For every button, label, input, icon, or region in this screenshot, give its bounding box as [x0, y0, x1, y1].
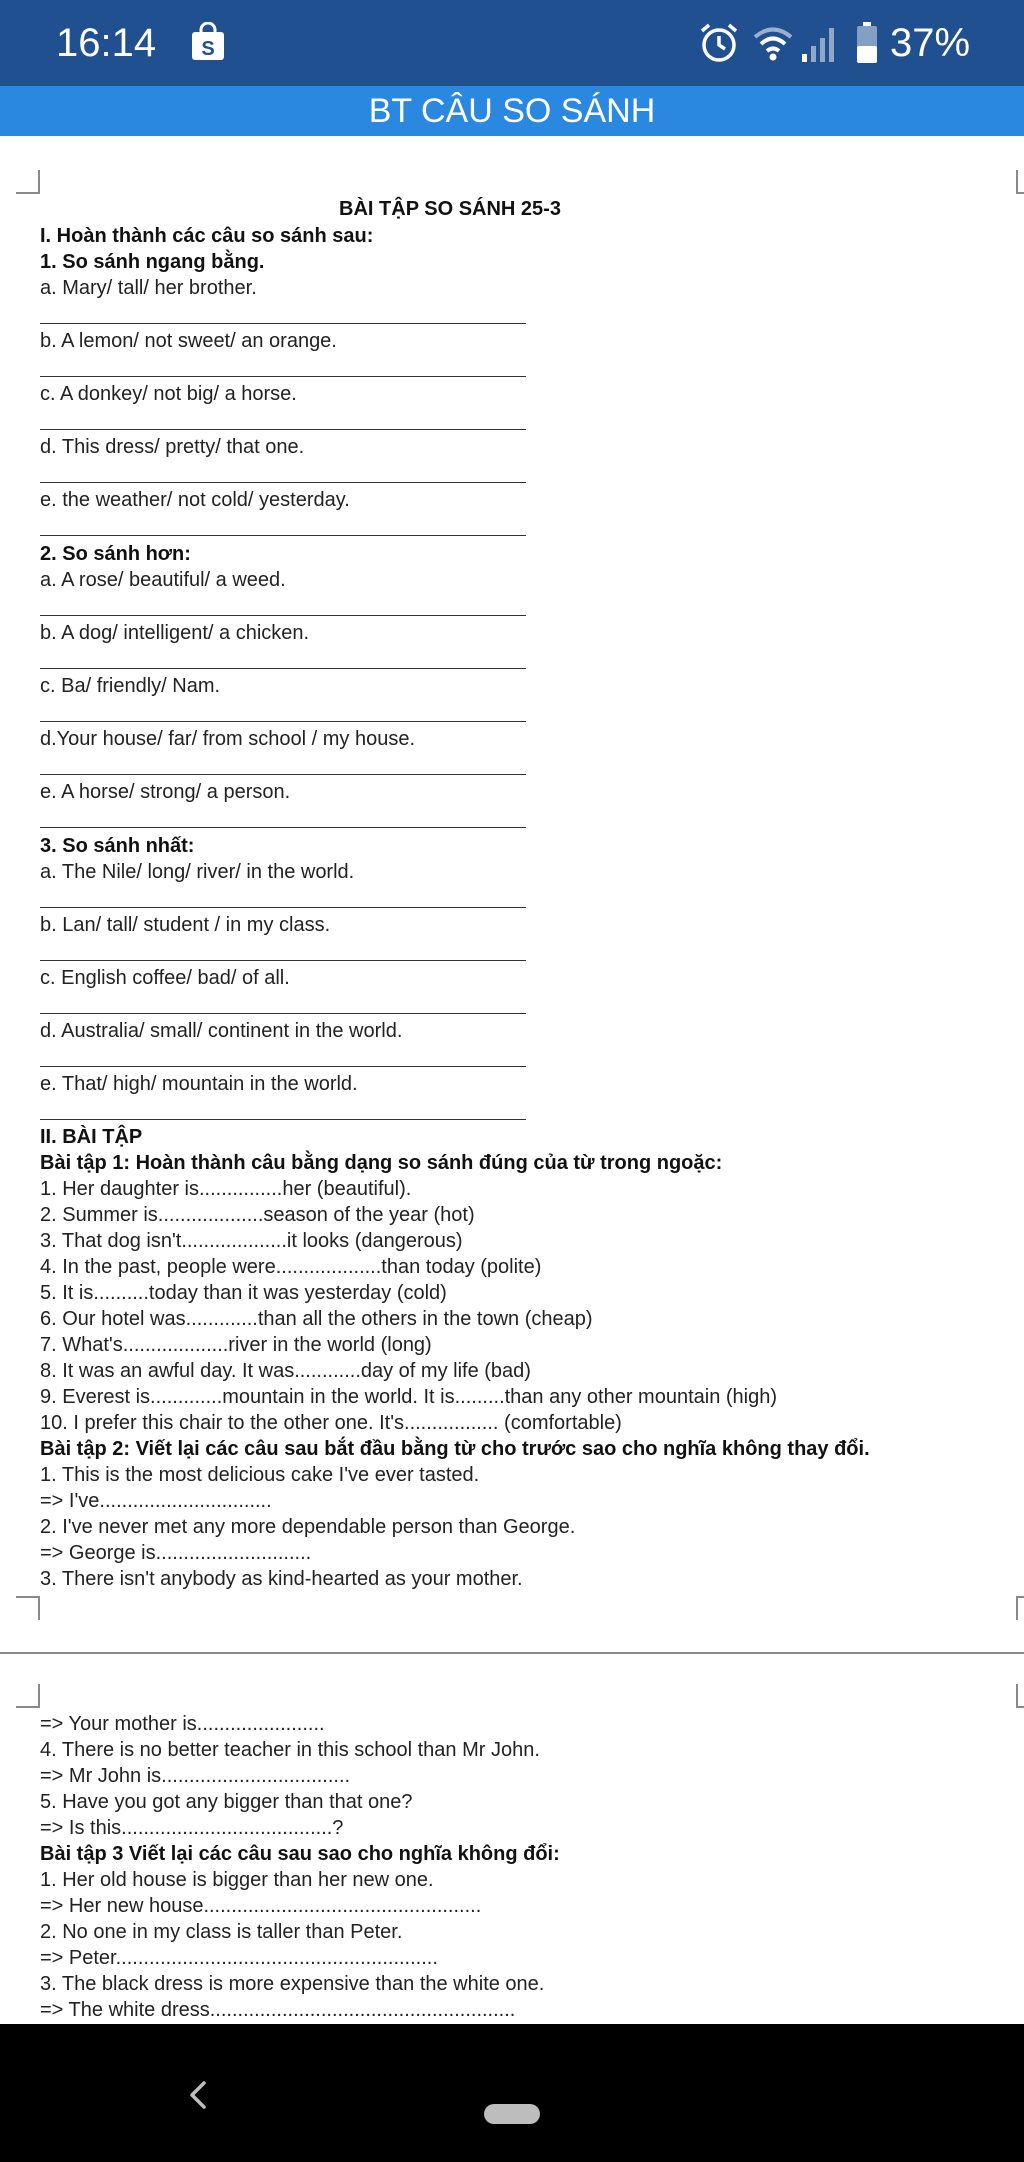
answer-line: [40, 1066, 526, 1067]
exercise-item: b. Lan/ tall/ student / in my class.: [40, 914, 331, 936]
battery-percentage: 37%: [890, 21, 971, 65]
exercise-item: 6. Our hotel was.............than all the others in the town (cheap): [40, 1308, 593, 1330]
exercise-item: 8. It was an awful day. It was............day of my life (bad): [40, 1360, 531, 1382]
exercise-item: d. Australia/ small/ continent in the world.: [40, 1020, 403, 1042]
exercise-item: => Her new house..................................................: [40, 1895, 482, 1917]
exercise-heading: Bài tập 1: Hoàn thành câu bằng dạng so sánh đúng của từ trong ngoặc:: [40, 1152, 723, 1174]
exercise-item: d.Your house/ far/ from school / my house.: [40, 728, 416, 750]
document-viewer[interactable]: [0, 136, 1024, 2024]
answer-line: [40, 960, 526, 961]
exercise-item: 9. Everest is.............mountain in the world. It is.........than any other mountain (high): [40, 1386, 778, 1408]
answer-line: [40, 482, 526, 483]
answer-line: [40, 615, 526, 616]
exercise-item: 3. The black dress is more expensive than the white one.: [40, 1973, 545, 1995]
exercise-item: 5. Have you got any bigger than that one?: [40, 1791, 413, 1813]
answer-line: [40, 429, 526, 430]
answer-line: [40, 907, 526, 908]
navigation-bar: [0, 2024, 1024, 2162]
exercise-item: 3. There isn't anybody as kind-hearted as your mother.: [40, 1568, 523, 1590]
exercise-item: 4. There is no better teacher in this school than Mr John.: [40, 1739, 540, 1761]
section-heading: II. BÀI TẬP: [40, 1126, 143, 1148]
answer-line: [40, 376, 526, 377]
exercise-item: => I've...............................: [40, 1490, 272, 1512]
exercise-item: => Is this......................................?: [40, 1817, 344, 1839]
exercise-item: e. That/ high/ mountain in the world.: [40, 1073, 358, 1095]
answer-line: [40, 1119, 526, 1120]
answer-line: [40, 827, 526, 828]
part-heading: 3. So sánh nhất:: [40, 835, 195, 857]
wifi-icon: [752, 24, 794, 62]
exercise-item: 1. Her old house is bigger than her new one.: [40, 1869, 434, 1891]
exercise-item: => Your mother is.......................: [40, 1713, 325, 1735]
page-corner-mark: [16, 1596, 40, 1620]
exercise-item: e. the weather/ not cold/ yesterday.: [40, 489, 350, 511]
part-heading: 1. So sánh ngang bằng.: [40, 251, 265, 273]
exercise-item: 3. That dog isn't...................it looks (dangerous): [40, 1230, 463, 1252]
alarm-icon: [698, 22, 740, 64]
answer-line: [40, 535, 526, 536]
exercise-item: c. English coffee/ bad/ of all.: [40, 967, 290, 989]
exercise-item: 2. No one in my class is taller than Peter.: [40, 1921, 403, 1943]
exercise-item: => Mr John is..................................: [40, 1765, 351, 1787]
page-corner-mark: [16, 1684, 40, 1708]
back-icon[interactable]: [186, 2080, 210, 2110]
exercise-item: 10. I prefer this chair to the other one. It's................. (comfortable): [40, 1412, 622, 1434]
exercise-item: 1. Her daughter is...............her (beautiful).: [40, 1178, 412, 1200]
exercise-item: d. This dress/ pretty/ that one.: [40, 436, 305, 458]
exercise-item: => Peter..........................................................: [40, 1947, 438, 1969]
answer-line: [40, 668, 526, 669]
exercise-item: => George is............................: [40, 1542, 312, 1564]
part-heading: 2. So sánh hơn:: [40, 543, 191, 565]
battery-icon: [856, 22, 878, 64]
document-title: BT CÂU SO SÁNH: [368, 92, 656, 130]
page-corner-mark: [16, 170, 40, 194]
exercise-item: c. Ba/ friendly/ Nam.: [40, 675, 221, 697]
exercise-item: 2. I've never met any more dependable person than George.: [40, 1516, 576, 1538]
signal-icon: [800, 24, 840, 64]
page-corner-mark: [1016, 170, 1024, 194]
shopping-bag-icon: [190, 22, 226, 62]
status-time: 16:14: [56, 21, 157, 65]
exercise-item: a. A rose/ beautiful/ a weed.: [40, 569, 286, 591]
exercise-heading: Bài tập 3 Viết lại các câu sau sao cho nghĩa không đổi:: [40, 1843, 560, 1865]
exercise-item: 5. It is..........today than it was yesterday (cold): [40, 1282, 447, 1304]
exercise-item: => The white dress.......................................................: [40, 1999, 516, 2021]
exercise-item: 7. What's...................river in the world (long): [40, 1334, 432, 1356]
section-heading: I. Hoàn thành các câu so sánh sau:: [40, 225, 374, 247]
home-pill-icon[interactable]: [484, 2104, 540, 2124]
exercise-item: b. A dog/ intelligent/ a chicken.: [40, 622, 310, 644]
page-break-divider: [0, 1652, 1024, 1654]
page-corner-mark: [1016, 1596, 1024, 1620]
answer-line: [40, 774, 526, 775]
exercise-item: c. A donkey/ not big/ a horse.: [40, 383, 297, 405]
exercise-item: e. A horse/ strong/ a person.: [40, 781, 291, 803]
answer-line: [40, 721, 526, 722]
exercise-item: 1. This is the most delicious cake I've ever tasted.: [40, 1464, 480, 1486]
worksheet-title: BÀI TẬP SO SÁNH 25-3: [339, 198, 561, 220]
exercise-item: 4. In the past, people were...................than today (polite): [40, 1256, 542, 1278]
answer-line: [40, 323, 526, 324]
status-bar: [0, 0, 1024, 86]
svg-text:S: S: [201, 38, 215, 60]
exercise-item: 2. Summer is...................season of the year (hot): [40, 1204, 475, 1226]
exercise-heading: Bài tập 2: Viết lại các câu sau bắt đầu bằng từ cho trước sao cho nghĩa không thay đổi.: [40, 1438, 870, 1460]
exercise-item: a. The Nile/ long/ river/ in the world.: [40, 861, 355, 883]
exercise-item: b. A lemon/ not sweet/ an orange.: [40, 330, 337, 352]
app-title-bar: [0, 86, 1024, 136]
exercise-item: a. Mary/ tall/ her brother.: [40, 277, 257, 299]
page-corner-mark: [1016, 1684, 1024, 1708]
answer-line: [40, 1013, 526, 1014]
